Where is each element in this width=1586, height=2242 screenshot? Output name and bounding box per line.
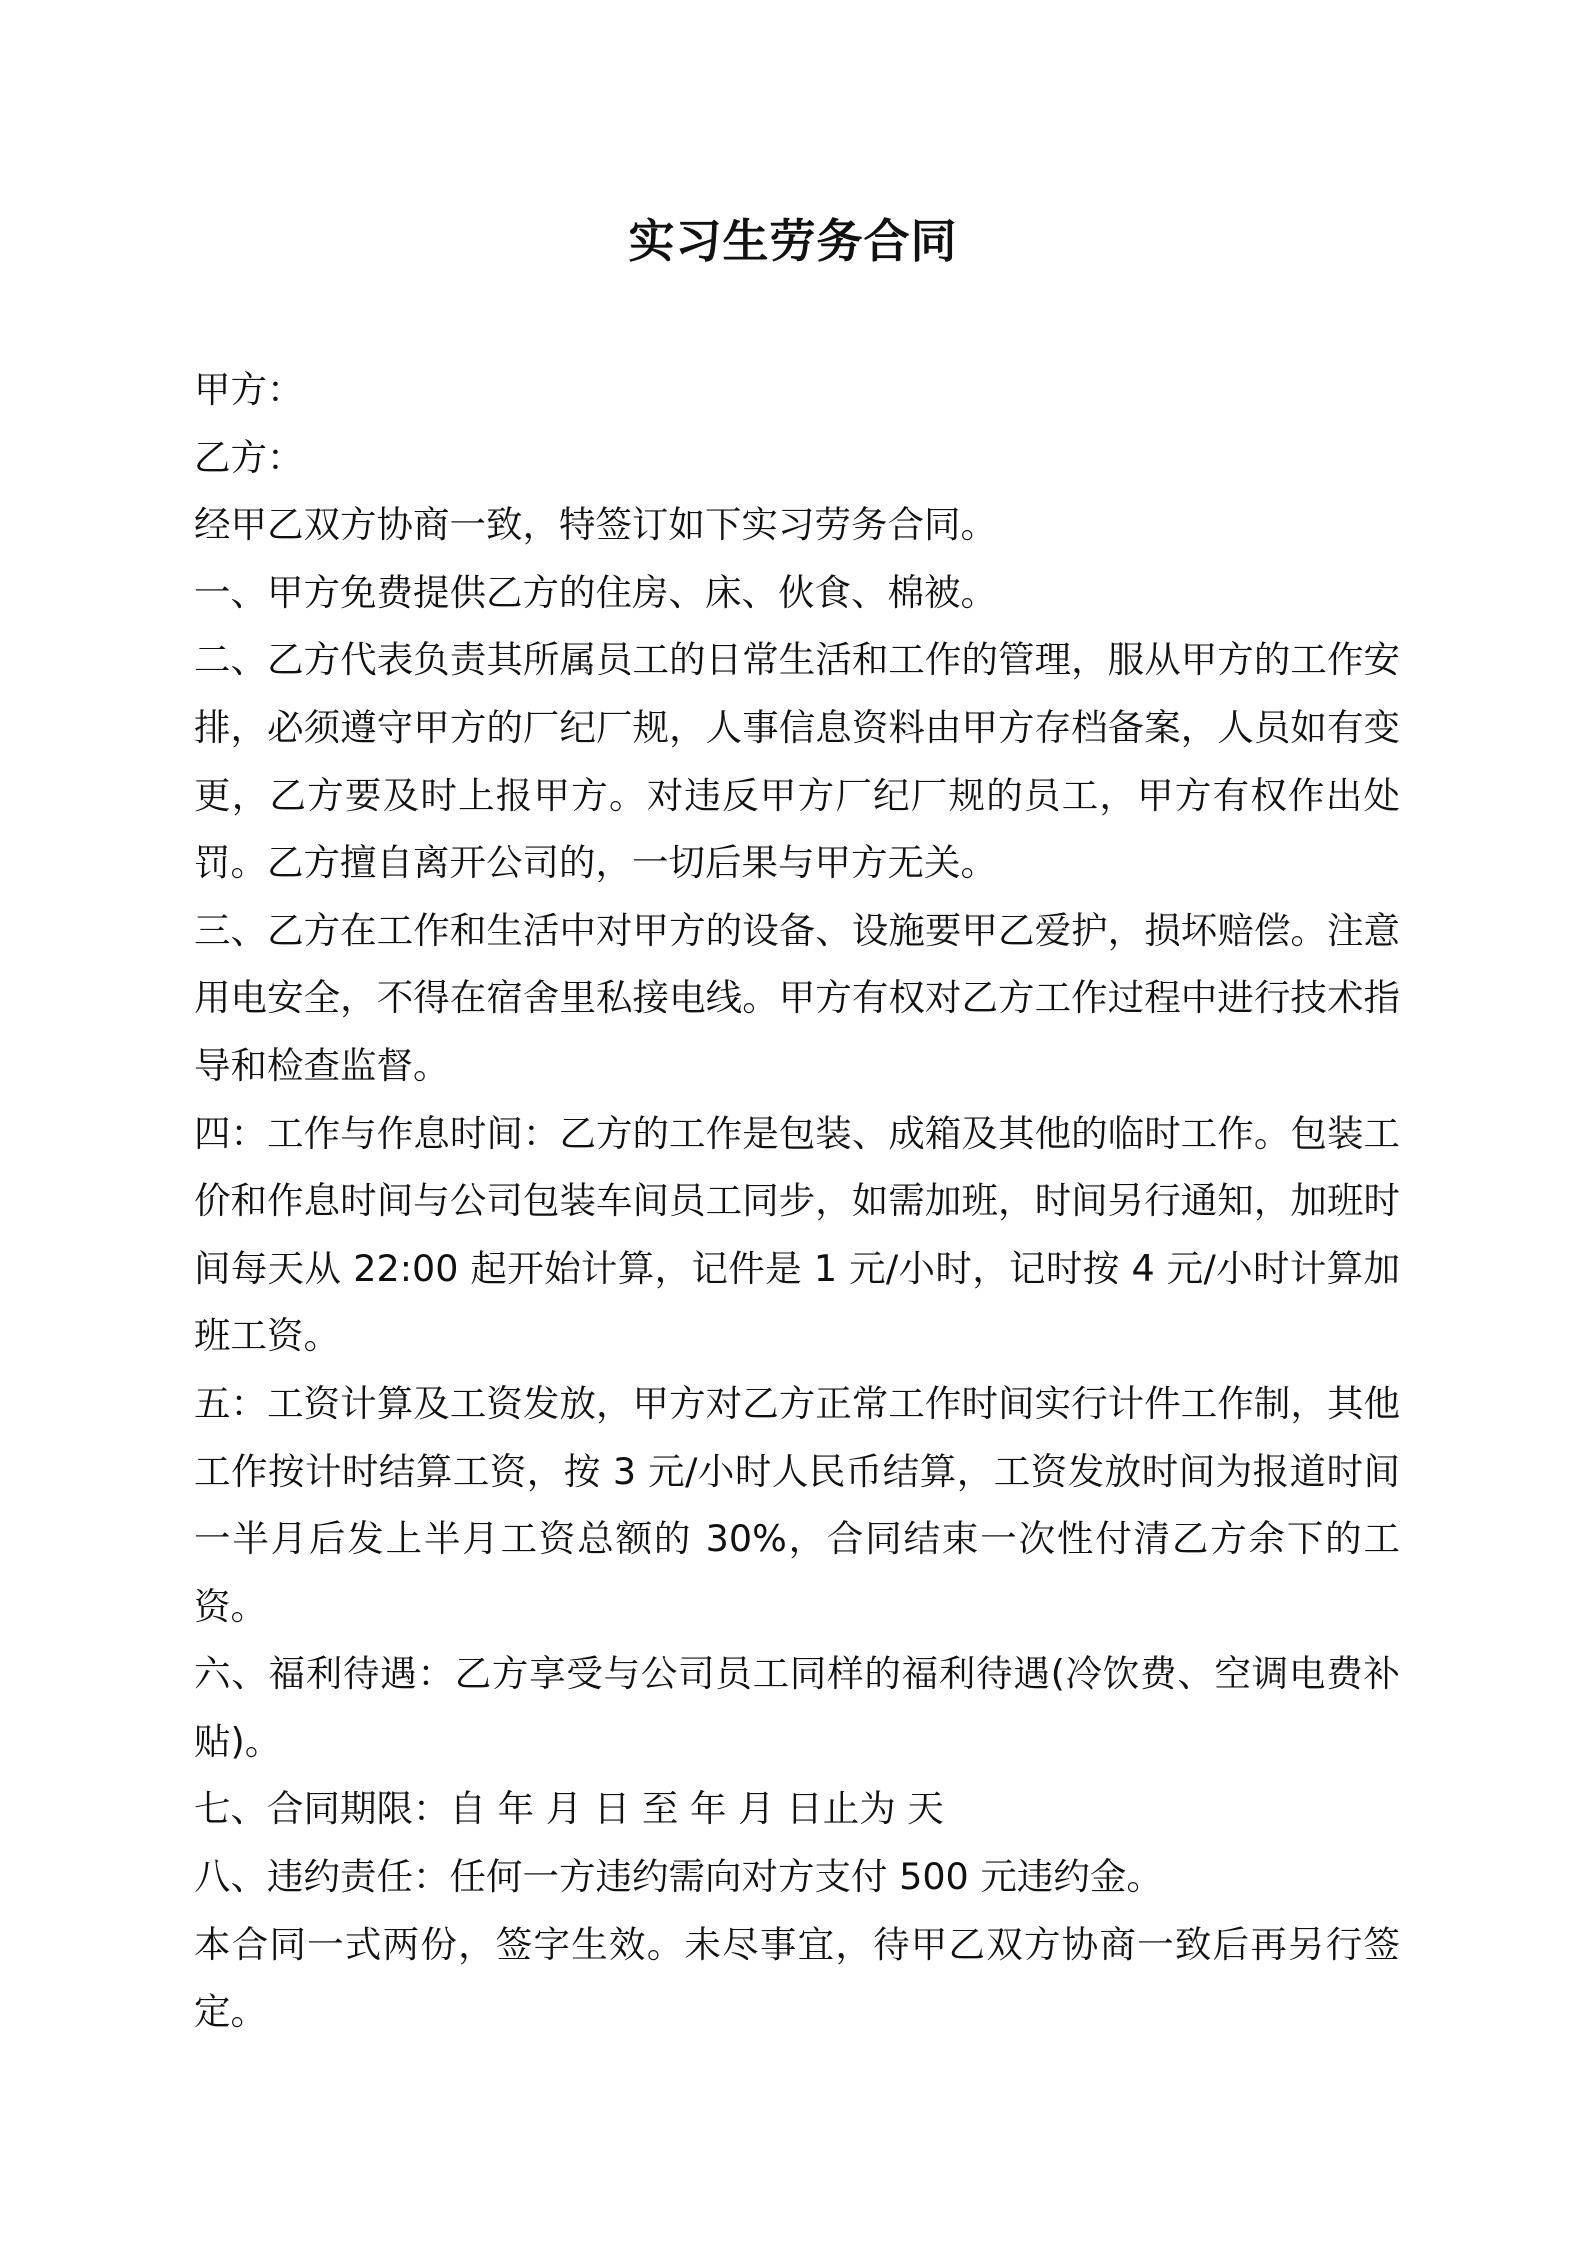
intro-paragraph: 经甲乙双方协商一致，特签订如下实习劳务合同。 (194, 503, 997, 547)
clause-3: 三、乙方在工作和生活中对甲方的设备、设施要甲乙爱护，损坏赔偿。注意用电安全，不得在宿舍里私接电线。甲方有权对乙方工作过程中进行技术指导和检查监督。 (194, 908, 1400, 1087)
closing-paragraph: 本合同一式两份，签字生效。未尽事宜，待甲乙双方协商一致后再另行签定。 (194, 1922, 1400, 2034)
clause-7: 七、合同期限：自 年 月 日 至 年 月 日止为 天 (194, 1787, 944, 1831)
clause-4: 四：工作与作息时间：乙方的工作是包装、成箱及其他的临时工作。包装工价和作息时间与公司包装车间员工同步，如需加班，时间另行通知，加班时间每天从 22:00 起开始计算，记件是 1 元/小时，记时按 4 元/小时计算加班工资。 (194, 1111, 1400, 1358)
clause-5: 五：工资计算及工资发放，甲方对乙方正常工作时间实行计件工作制，其他工作按计时结算工资，按 3 元/小时人民币结算，工资发放时间为报道时间一半月后发上半月工资总额的 30%，合同结束一次性付清乙方余下的工资。 (194, 1381, 1400, 1628)
clause-1: 一、甲方免费提供乙方的住房、床、伙食、棉被。 (194, 570, 997, 614)
clause-6: 六、福利待遇：乙方享受与公司员工同样的福利待遇(冷饮费、空调电费补贴)。 (194, 1652, 1400, 1763)
party-a-line: 甲方： (194, 368, 304, 411)
document-body (194, 356, 1400, 2046)
clause-8: 八、违约责任：任何一方违约需向对方支付 500 元违约金。 (194, 1855, 1163, 1899)
document-title: 实习生劳务合同 (628, 214, 958, 268)
party-b-line: 乙方： (194, 435, 304, 479)
clause-2: 二、乙方代表负责其所属员工的日常生活和工作的管理，服从甲方的工作安排，必须遵守甲方的厂纪厂规，人事信息资料由甲方存档备案，人员如有变更，乙方要及时上报甲方。对违反甲方厂纪厂规的员工，甲方有权作出处罚。乙方擅自离开公司的，一切后果与甲方无关。 (194, 638, 1400, 885)
